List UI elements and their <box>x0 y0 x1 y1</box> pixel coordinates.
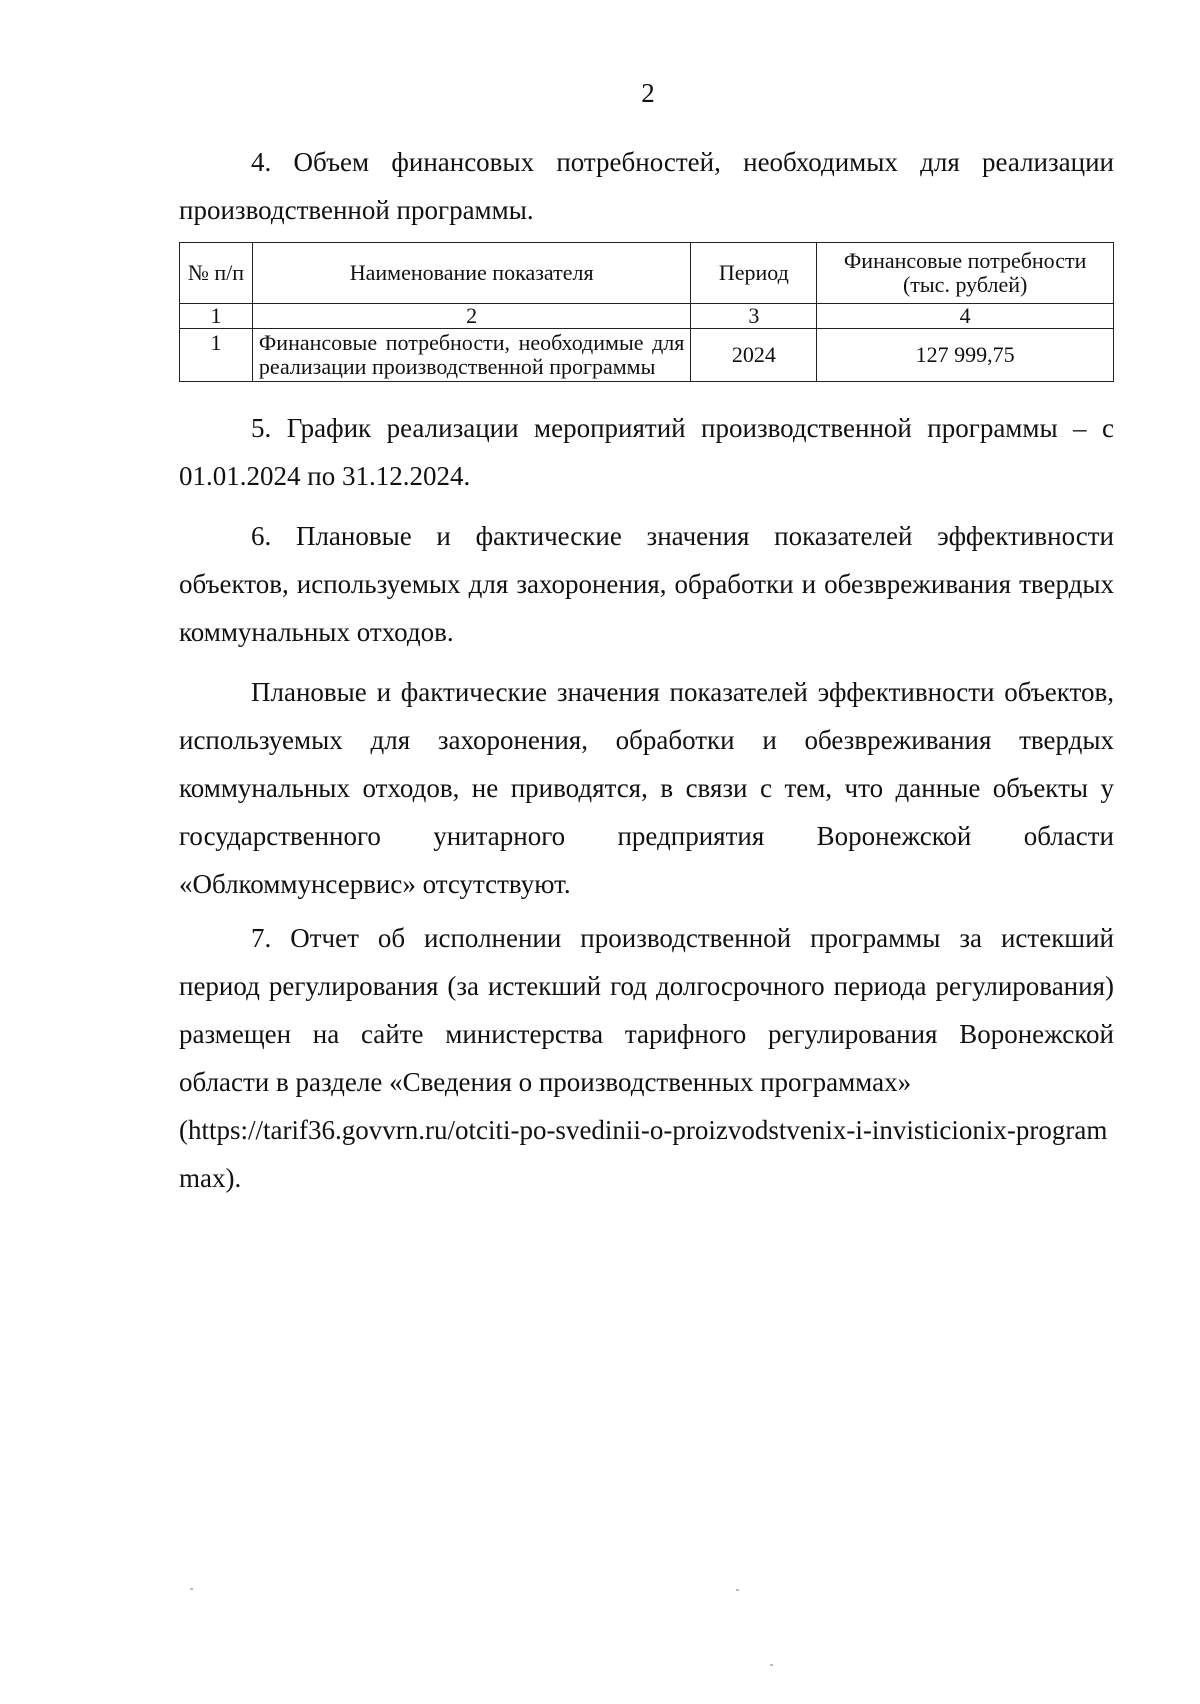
section-6-body: Плановые и фактические значения показателей эффективности объектов, используемых для захоронения, обработки и обезвреживания твердых коммунальных отходов, не приводятся, в связи с тем, что данные объекты у государственного унитарного предприятия Воронежской области «Облкоммунсервис» отсутствуют. <box>179 677 1114 899</box>
section-7-url: (https://tarif36.govvrn.ru/otciti-po-svedinii-o-proizvodstvenix-i-invisticionix-programmax). <box>179 1115 1108 1193</box>
row-value: 127 999,75 <box>817 329 1114 382</box>
page-number: 2 <box>641 78 655 108</box>
header-name: Наименование показателя <box>252 243 690 304</box>
financial-needs-table-wrapper <box>179 242 1114 382</box>
section-4-paragraph: 4. Объем финансовых потребностей, необходимых для реализации производственной программы. <box>179 147 1114 225</box>
header-period: Период <box>691 243 817 304</box>
column-number: 4 <box>817 304 1114 329</box>
table-row <box>180 329 1114 382</box>
section-6-heading: 6. Плановые и фактические значения показателей эффективности объектов, используемых для захоронения, обработки и обезвреживания твердых коммунальных отходов. <box>179 521 1114 647</box>
column-number: 2 <box>252 304 690 329</box>
section-5-paragraph: 5. График реализации мероприятий производственной программы – с 01.01.2024 по 31.12.2024. <box>179 413 1114 491</box>
row-period: 2024 <box>691 329 817 382</box>
column-number: 3 <box>691 304 817 329</box>
document-body <box>179 138 1114 1202</box>
financial-needs-table <box>179 242 1114 382</box>
table-header-row <box>180 243 1114 304</box>
header-num: № п/п <box>180 243 253 304</box>
header-finance: Финансовые потребности (тыс. рублей) <box>817 243 1114 304</box>
row-name: Финансовые потребности, необходимые для реализации производственной программы <box>252 329 690 382</box>
section-7-paragraph: 7. Отчет об исполнении производственной программы за истекший период регулирования (за истекший год долгосрочного периода регулирования) размещен на сайте министерства тарифного регулирования Воронежской области в разделе «Сведения о производственных программах» <box>179 923 1114 1097</box>
row-num: 1 <box>180 329 253 382</box>
column-number: 1 <box>180 304 253 329</box>
table-column-numbers-row <box>180 304 1114 329</box>
